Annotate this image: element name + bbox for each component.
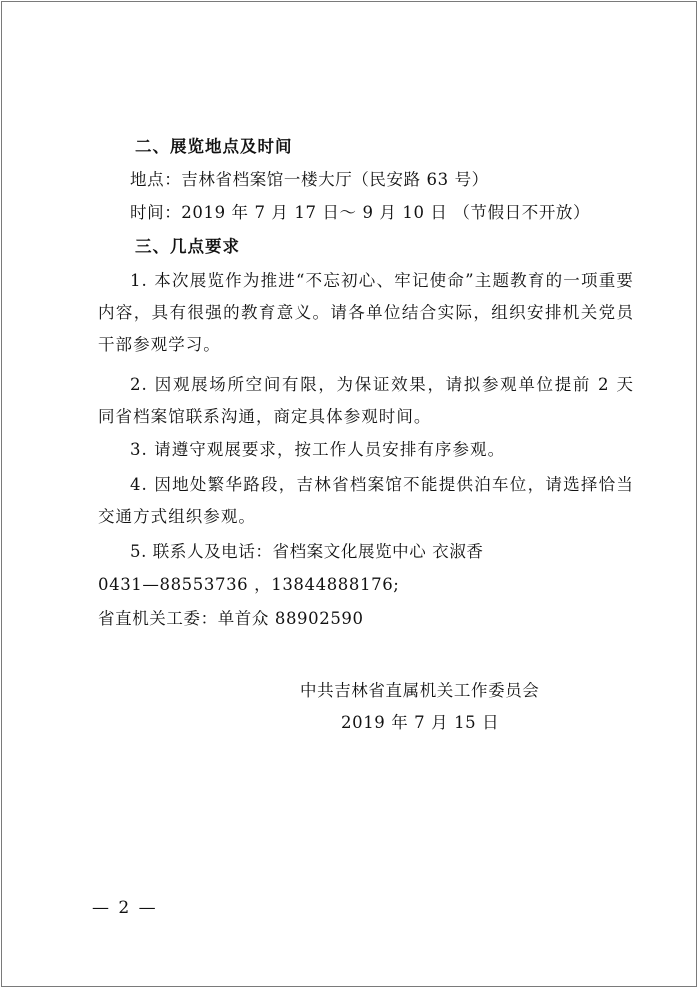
contact-label: 5. 联系人及电话：省档案文化展览中心 衣淑香 <box>130 542 484 561</box>
requirement-item-2: 2. 因观展场所空间有限，为保证效果，请拟参观单位提前 2 天同省档案馆联系沟通，商定具体参观时间。 <box>98 375 634 426</box>
requirement-item-4: 4. 因地处繁华路段，吉林省档案馆不能提供泊车位，请选择恰当交通方式组织参观。 <box>98 475 634 526</box>
requirement-item-3: 3. 请遵守观展要求，按工作人员安排有序参观。 <box>130 440 506 459</box>
contact-phones: 0431—88553736 ，13844888176; <box>98 575 400 594</box>
section-2-heading: 二、展览地点及时间 <box>135 137 293 156</box>
requirement-item-1: 1. 本次展览作为推进“不忘初心、牢记使命”主题教育的一项重要内容，具有很强的教育意义。请各单位结合实际，组织安排机关党员干部参观学习。 <box>98 271 634 354</box>
document-page <box>1 1 697 987</box>
location-line: 地点：吉林省档案馆一楼大厅（民安路 63 号） <box>130 170 489 189</box>
contact-office: 省直机关工委：单首众 88902590 <box>98 609 364 628</box>
signature-date: 2019 年 7 月 15 日 <box>341 713 500 732</box>
section-3-heading: 三、几点要求 <box>135 237 240 256</box>
time-line: 时间：2019 年 7 月 17 日～ 9 月 10 日 （节假日不开放） <box>130 203 591 222</box>
page-number: — 2 — <box>92 898 158 918</box>
signature-org: 中共吉林省直属机关工作委员会 <box>300 681 540 700</box>
